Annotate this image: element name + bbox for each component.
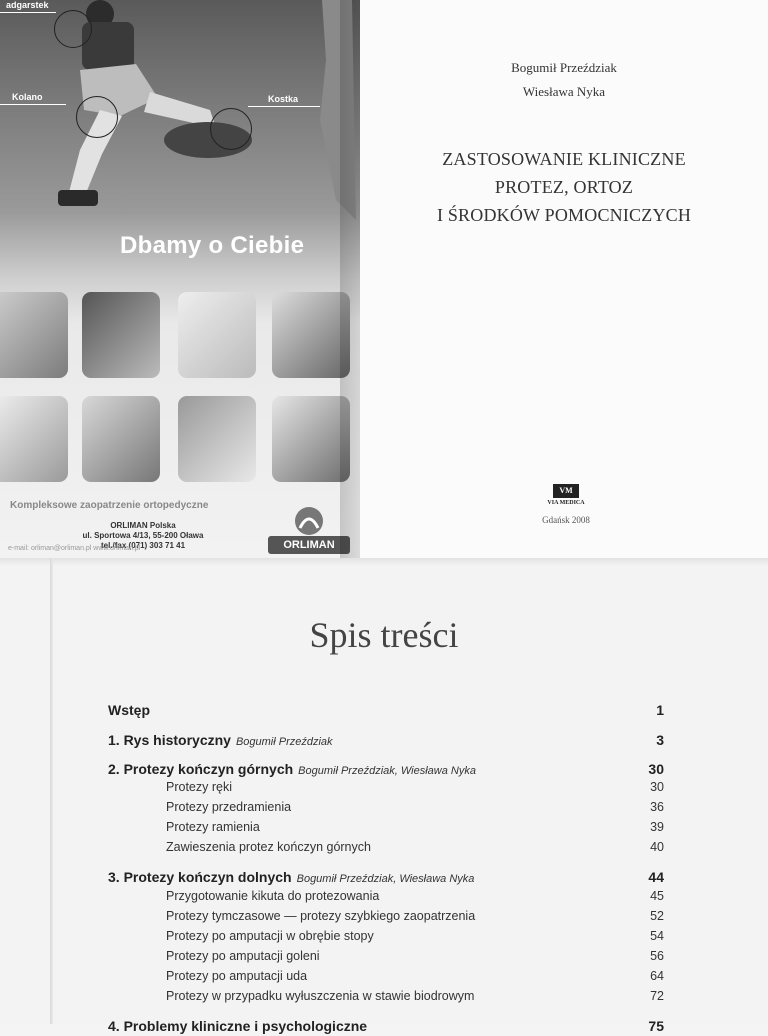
ad-slogan: Dbamy o Ciebie [120, 232, 305, 259]
toc-entry-authors: Bogumił Przeździak, Wiesława Nyka [298, 765, 476, 777]
toc-chapter-entry [108, 869, 664, 887]
toc-chapter-entry [108, 1018, 664, 1036]
toc-page-number: 45 [650, 889, 664, 903]
toc-entry-text [108, 732, 333, 748]
toc-page-number: 30 [650, 780, 664, 794]
toc-section-entry [108, 800, 664, 818]
toc-page-number: 56 [650, 949, 664, 963]
toc-entry-text [166, 820, 260, 834]
company-phone: tel./fax (071) 303 71 41 [100, 541, 186, 550]
ankle-pointer-line [248, 106, 320, 107]
knee-label: Kolano [12, 92, 43, 102]
toc-section-entry [108, 889, 664, 907]
toc-entry-text [166, 929, 374, 943]
toc-entry-text [108, 761, 476, 777]
toc-entry-title: 3. Protezy kończyn dolnych [108, 869, 292, 885]
product-photo-back-support [0, 396, 68, 482]
toc-heading: Spis treści [309, 615, 459, 655]
toc-page-number: 36 [650, 800, 664, 814]
ankle-label: Kostka [268, 94, 299, 104]
toc-page-number: 39 [650, 820, 664, 834]
toc-entry-title: Protezy przedramienia [166, 800, 292, 814]
toc-section-entry [108, 909, 664, 927]
product-photo-knee-strap [82, 396, 160, 482]
company-name: ORLIMAN Polska [110, 521, 176, 530]
title-page [360, 0, 768, 558]
toc-chapter-entry [108, 732, 664, 750]
company-email: e-mail: orliman@orliman.pl www.orliman.pl [8, 545, 141, 552]
toc-page-number: 64 [650, 969, 664, 983]
toc-page-number: 40 [650, 840, 664, 854]
toc-entry-text [166, 969, 307, 983]
toc-entry-text [166, 989, 474, 1003]
wrist-pointer-line [0, 12, 56, 13]
toc-page-number: 3 [656, 732, 664, 748]
toc-section-entry [108, 820, 664, 838]
orliman-logo [268, 506, 350, 554]
toc-page-number: 30 [648, 761, 664, 777]
toc-chapter-entry [108, 761, 664, 779]
toc-entry-title: Wstęp [108, 702, 150, 718]
product-photo-wrist-support [0, 292, 68, 378]
company-street: ul. Sportowa 4/13, 55-200 Oława [82, 531, 204, 540]
knee-pointer-line [0, 104, 66, 105]
author-2: Wiesława Nyka [522, 84, 606, 99]
toc-entry-title: Protezy po amputacji uda [166, 969, 308, 983]
book-title-line-3: I ŚRODKÓW POMOCNICZYCH [436, 205, 692, 225]
via-medica-logo: VM [553, 484, 579, 498]
toc-entry-text [166, 800, 291, 814]
toc-page-number: 44 [648, 869, 664, 885]
toc-entry-title: Protezy ręki [166, 780, 232, 794]
publisher-block [526, 484, 606, 525]
publisher-name: VIA MEDICA [547, 500, 585, 506]
product-photo-spine-corset [272, 396, 350, 482]
toc-page-number: 1 [656, 702, 664, 718]
ankle-highlight-circle [210, 108, 252, 150]
toc-entry-authors: Bogumił Przeździak, Wiesława Nyka [296, 873, 475, 885]
toc-entry-title: Protezy po amputacji goleni [166, 949, 320, 963]
toc-page-number: 54 [650, 929, 664, 943]
product-photo-ankle-brace [178, 292, 256, 378]
product-photo-leg-orthosis [272, 292, 350, 378]
publication-place-year: Gdańsk 2008 [542, 515, 590, 525]
orliman-emblem-icon [292, 506, 326, 536]
book-title-line-2: PROTEZ, ORTOZ [494, 177, 634, 197]
toc-entry-title: Protezy ramienia [166, 820, 260, 834]
advertisement-page [0, 0, 360, 558]
toc-entry-title: 1. Rys historyczny [108, 732, 231, 748]
toc-section-entry [108, 969, 664, 987]
author-1: Bogumił Przeździak [511, 60, 617, 75]
toc-entry-title: Protezy tymczasowe — protezy szybkiego zaopatrzenia [166, 909, 476, 923]
product-photo-knee-brace [82, 292, 160, 378]
toc-section-entry [108, 929, 664, 947]
toc-page-number: 72 [650, 989, 664, 1003]
page-top-edge [0, 558, 768, 566]
toc-entry-title: Protezy w przypadku wyłuszczenia w stawie biodrowym [166, 989, 475, 1003]
table-of-contents-page [0, 558, 768, 1034]
toc-section-entry [108, 989, 664, 1007]
toc-entry-text [166, 909, 475, 923]
toc-entry-text [108, 702, 150, 718]
toc-page-number: 75 [648, 1018, 664, 1034]
ad-tagline: Kompleksowe zaopatrzenie ortopedyczne [10, 500, 209, 511]
toc-entry-text [108, 869, 474, 885]
product-photo-hand-splint [178, 396, 256, 482]
book-title-line-1: ZASTOSOWANIE KLINICZNE [442, 149, 686, 169]
wrist-highlight-circle [54, 10, 92, 48]
toc-entry-text [166, 840, 371, 854]
toc-entry-text [166, 949, 320, 963]
toc-entry-title: Przygotowanie kikuta do protezowania [166, 889, 380, 903]
wrist-label: adgarstek [6, 0, 49, 10]
knee-highlight-circle [76, 96, 118, 138]
toc-entry-title: 2. Protezy kończyn górnych [108, 761, 294, 777]
toc-entry-title: Protezy po amputacji w obrębie stopy [166, 929, 374, 943]
toc-page-number: 52 [650, 909, 664, 923]
orliman-logo-text: ORLIMAN [268, 536, 350, 554]
toc-section-entry [108, 840, 664, 858]
toc-chapter-entry [108, 702, 664, 720]
toc-entry-title: Zawieszenia protez kończyn górnych [166, 840, 371, 854]
toc-entry-text [108, 1018, 367, 1034]
toc-entry-text [166, 780, 232, 794]
toc-entry-authors: Bogumił Przeździak [235, 736, 333, 748]
toc-entry-text [166, 889, 379, 903]
toc-section-entry [108, 780, 664, 798]
toc-entry-title: 4. Problemy kliniczne i psychologiczne [108, 1018, 368, 1034]
toc-section-entry [108, 949, 664, 967]
